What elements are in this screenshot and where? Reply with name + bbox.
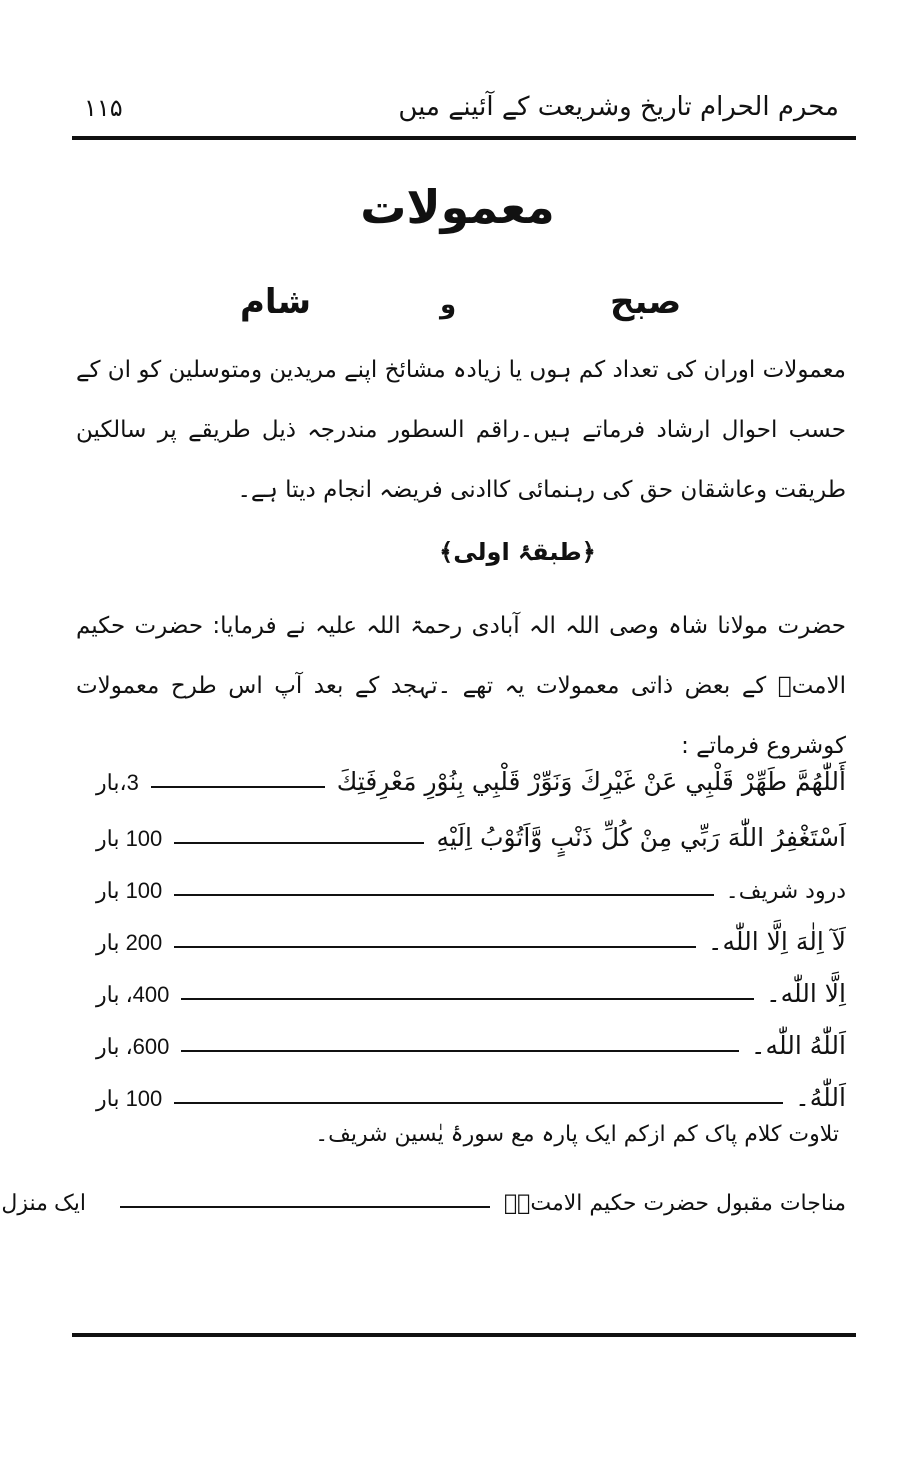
fill-line bbox=[174, 894, 714, 896]
routine-row bbox=[96, 1014, 846, 1060]
subtitle-evening: شام bbox=[240, 282, 312, 322]
routine-row bbox=[96, 858, 846, 904]
page-title: معمولات bbox=[360, 180, 555, 234]
routine-row bbox=[96, 750, 846, 796]
fill-line bbox=[174, 1102, 783, 1104]
header-rule bbox=[72, 136, 856, 140]
routine-count: 600، بار bbox=[96, 1034, 170, 1059]
page-number: ۱۱۵ bbox=[84, 94, 123, 122]
munajat-row bbox=[1, 1170, 846, 1216]
section-heading: ﴿طبقۂ اولی﴾ bbox=[439, 538, 596, 566]
routine-text: لَآ اِلٰهَ اِلَّا اللّٰه۔ bbox=[707, 927, 846, 956]
section-paragraph: حضرت مولانا شاہ وصی اللہ الہ آبادی رحمۃ اللہ علیہ نے فرمایا: حضرت حکیم الامتؒ کے بعض ذاتی معمولات یہ تھے ۔تہجد کے بعد آپ اس طرح معمولات کوشروع فرماتے : bbox=[76, 613, 846, 759]
munajat-count: ایک منزل bbox=[1, 1190, 86, 1215]
routine-text: أَللّٰهُمَّ طَهِّرْ قَلْبِي عَنْ غَيْرِكَ وَنَوِّرْ قَلْبِي بِنُوْرِ مَعْرِفَتِكَ bbox=[336, 767, 846, 796]
routine-row bbox=[96, 806, 846, 852]
fill-line bbox=[151, 786, 325, 788]
subtitle-morning: صبح bbox=[610, 282, 682, 322]
running-header-title: محرم الحرام تاریخ وشریعت کے آئینے میں bbox=[398, 92, 839, 122]
routine-text: درود شریف۔ bbox=[725, 879, 846, 904]
routine-row bbox=[96, 910, 846, 956]
routine-count: 400، بار bbox=[96, 982, 170, 1007]
routine-text: اَسْتَغْفِرُ اللّٰهَ رَبِّي مِنْ كُلِّ ذَنْبٍ وَّاَتُوْبُ اِلَيْهِ bbox=[436, 823, 846, 852]
routine-text: اِلَّا اللّٰه۔ bbox=[765, 979, 846, 1008]
routine-count: 100 بار bbox=[96, 1086, 163, 1111]
routine-row bbox=[96, 962, 846, 1008]
routine-count: 100 بار bbox=[96, 826, 163, 851]
footer-rule bbox=[72, 1333, 856, 1337]
intro-paragraph: معمولات اوران کی تعداد کم ہوں یا زیادہ مشائخ اپنے مریدین ومتوسلین کو ان کے حسب احوال ارشاد فرماتے ہیں۔راقم السطور مندرجہ ذیل طریقے پر سالکین طریقت وعاشقان حق کی رہنمائی کاادنی فریضہ انجام دیتا ہے۔ bbox=[76, 357, 846, 503]
routine-count: 200 بار bbox=[96, 930, 163, 955]
routine-count: 100 بار bbox=[96, 878, 163, 903]
subtitle-and: و bbox=[440, 290, 457, 320]
routine-text: اَللّٰهُ اللّٰه۔ bbox=[750, 1031, 846, 1060]
tilawat-line: تلاوت کلام پاک کم ازکم ایک پارہ مع سورۂ یٰسین شریف۔ bbox=[315, 1122, 839, 1147]
fill-line bbox=[120, 1206, 490, 1208]
routine-count: 3،بار bbox=[96, 770, 139, 795]
fill-line bbox=[181, 998, 754, 1000]
munajat-text: مناجات مقبول حضرت حکیم الامتؒ۔ bbox=[503, 1191, 846, 1216]
routine-row bbox=[96, 1066, 846, 1112]
fill-line bbox=[174, 842, 424, 844]
fill-line bbox=[181, 1050, 739, 1052]
fill-line bbox=[174, 946, 696, 948]
routine-text: اَللّٰهُ۔ bbox=[795, 1083, 846, 1112]
